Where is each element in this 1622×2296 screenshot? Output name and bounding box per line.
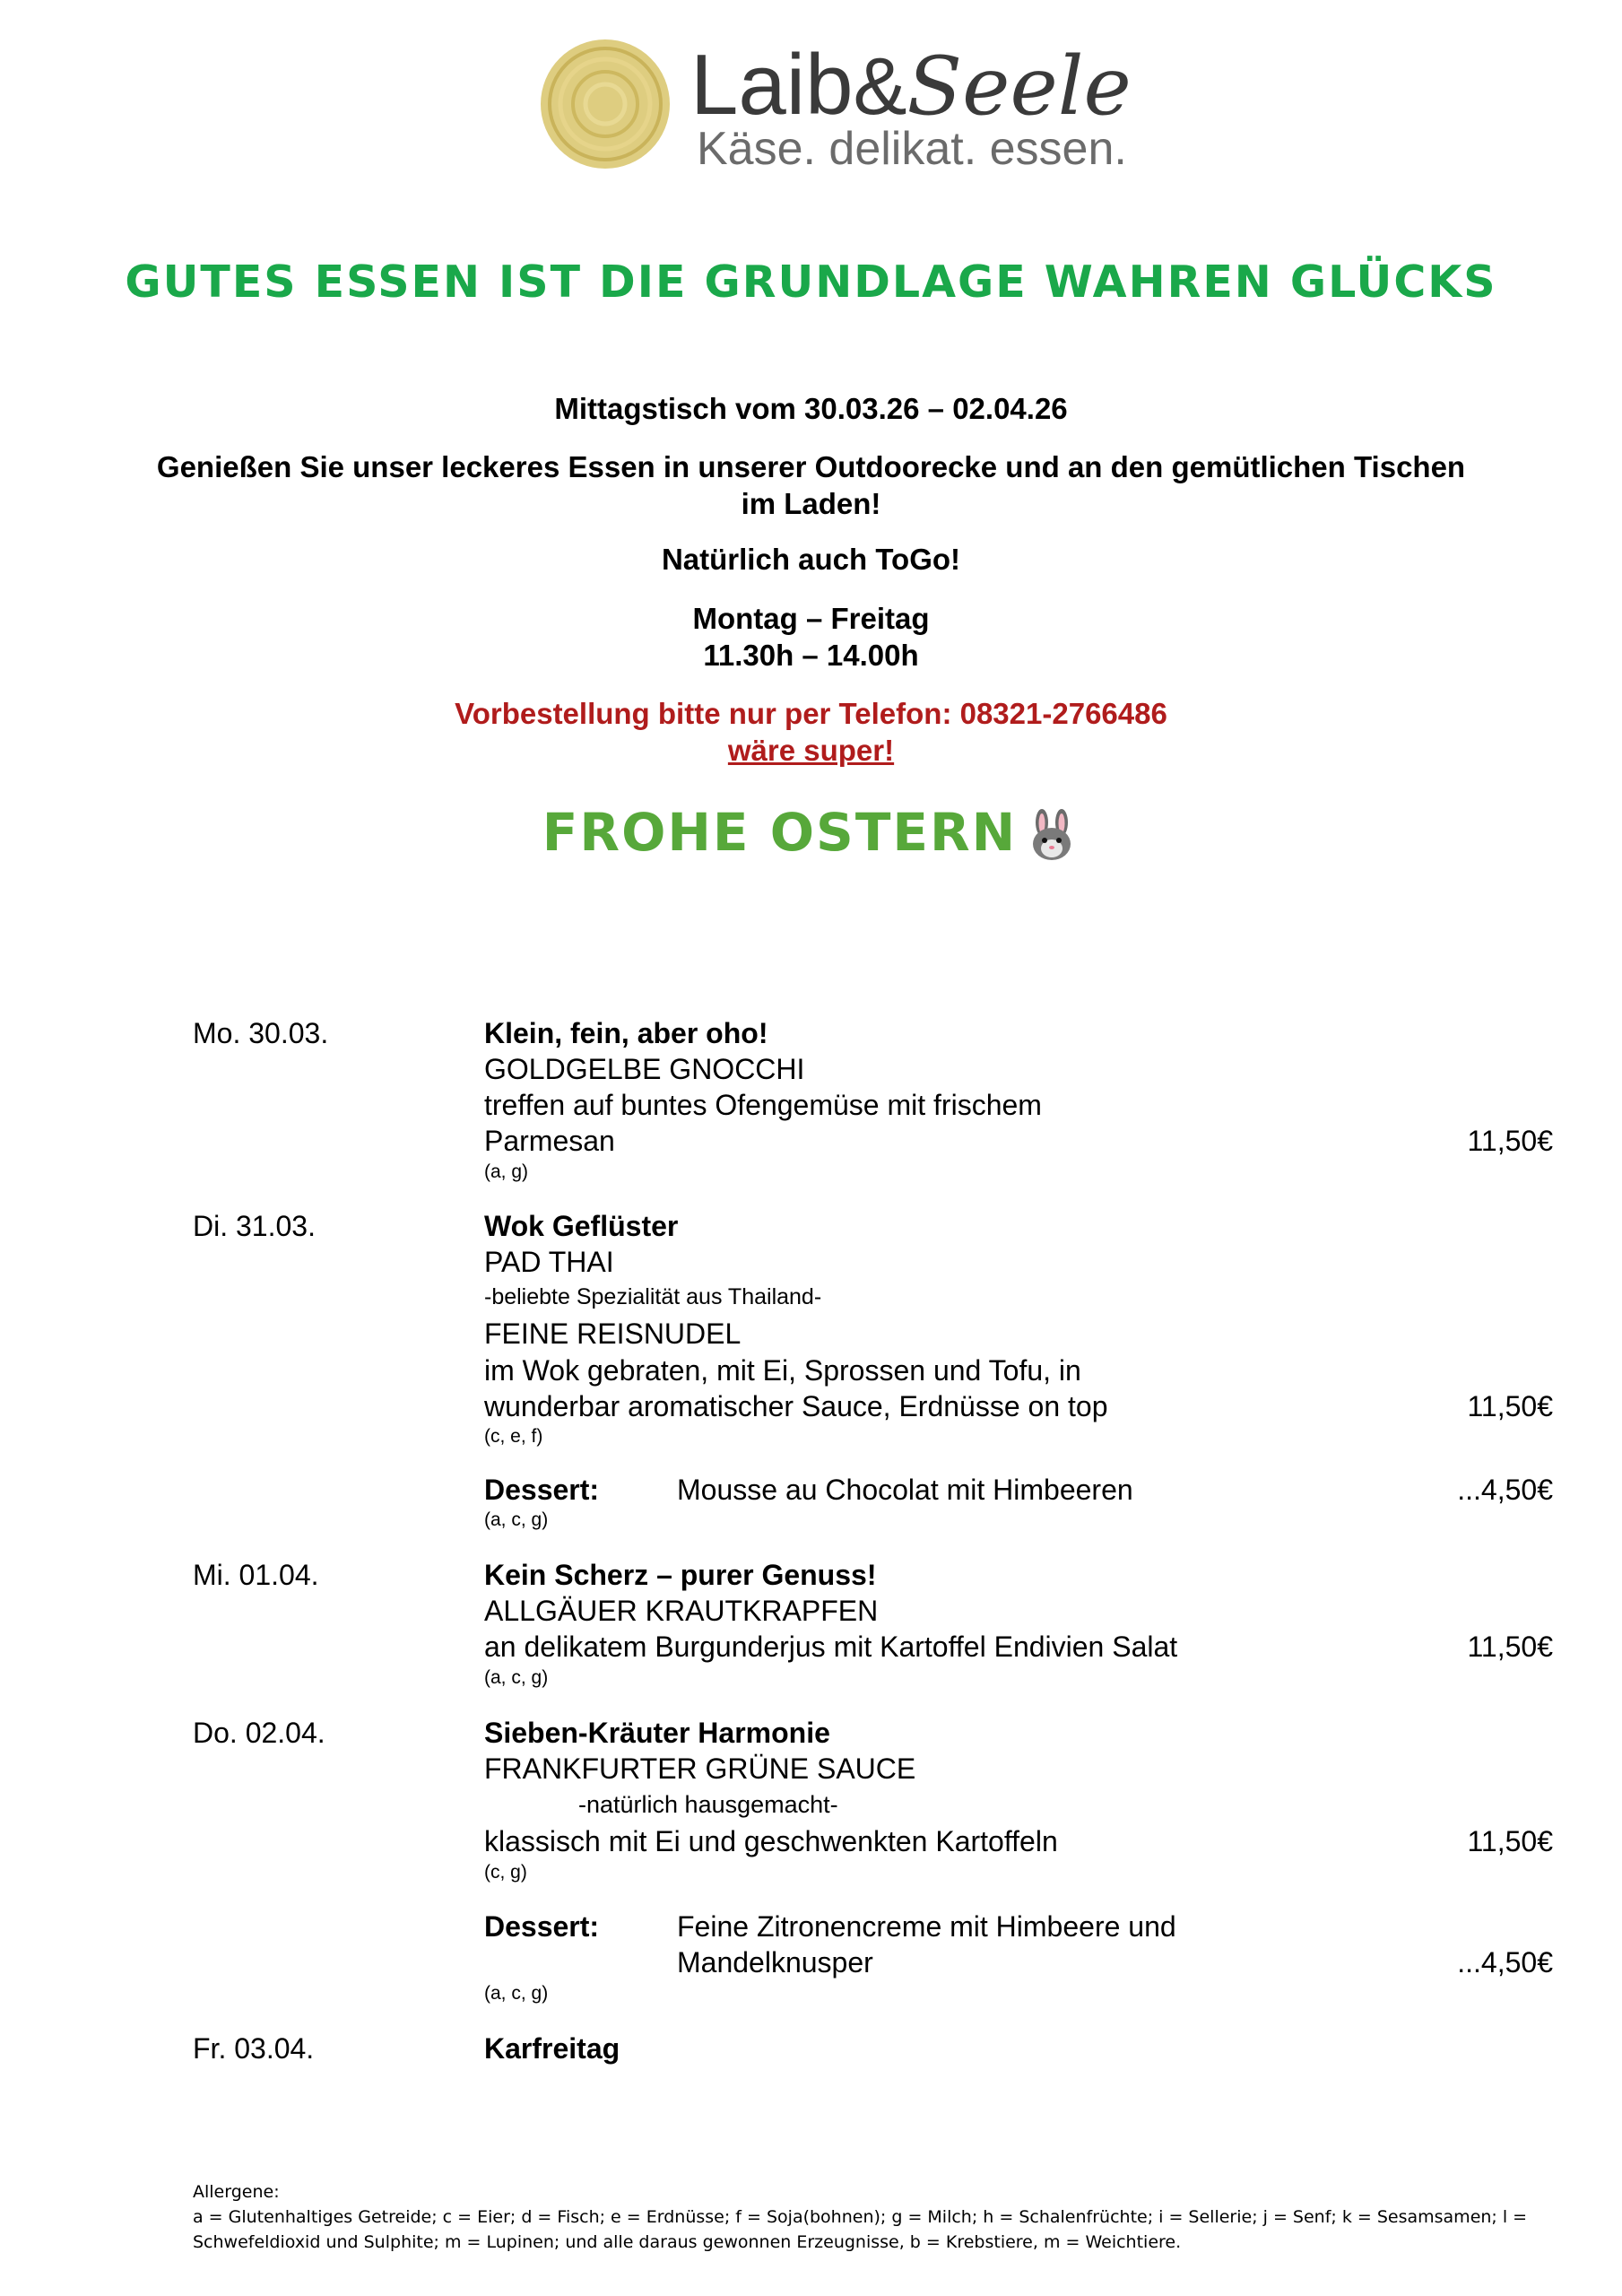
tuesday-dish-2: FEINE REISNUDEL (484, 1318, 742, 1350)
tuesday-dessert-allergens: (a, c, g) (484, 1509, 549, 1530)
thursday-note: -natürlich hausgemacht- (578, 1791, 838, 1818)
wednesday-title: Kein Scherz – purer Genuss! (484, 1559, 877, 1591)
tuesday-price: 11,50€ (1467, 1390, 1553, 1422)
tuesday-dish: PAD THAI (484, 1246, 614, 1278)
monday-desc-1: treffen auf buntes Ofengemüse mit frischem (484, 1089, 1042, 1121)
easter-greeting: FROHE OSTERN (0, 800, 1622, 865)
enjoy-line-1: Genießen Sie unser leckeres Essen in unserer Outdoorecke und an den gemütlichen Tischen (156, 450, 1466, 483)
monday-desc-2: Parmesan (484, 1125, 615, 1157)
day-monday: Mo. 30.03. (193, 1017, 329, 1049)
tuesday-allergens: (c, e, f) (484, 1426, 543, 1447)
thursday-desc-1: klassisch mit Ei und geschwenkten Kartoffeln (484, 1825, 1058, 1857)
tuesday-subtitle: -beliebte Spezialität aus Thailand- (484, 1284, 822, 1309)
logo-brand: Laib&Seele (690, 37, 1132, 134)
logo-sun-circle-icon (533, 32, 677, 176)
friday-title: Karfreitag (484, 2032, 620, 2065)
opening-days: Montag – Freitag (692, 602, 930, 635)
wednesday-dish: ALLGÄUER KRAUTKRAPFEN (484, 1595, 879, 1627)
thursday-dessert-2: Mandelknusper (677, 1946, 873, 1979)
allergen-legend (193, 2179, 1538, 2255)
monday-dish: GOLDGELBE GNOCCHI (484, 1053, 805, 1085)
day-thursday: Do. 02.04. (193, 1717, 325, 1749)
thursday-dessert-1: Feine Zitronencreme mit Himbeere und (677, 1910, 1176, 1943)
thursday-dessert-price: ...4,50€ (1457, 1946, 1553, 1979)
allergen-line-2: Schwefeldioxid und Sulphite; m = Lupinen; und alle daraus gewonnen Erzeugnisse, b = Krebstiere, m = Weichtiere. (193, 2232, 1182, 2252)
opening-hours: 11.30h – 14.00h (703, 639, 919, 672)
allergen-line-1: a = Glutenhaltiges Getreide; c = Eier; d = Fisch; e = Erdnüsse; f = Soja(bohnen); g = Milch; h = Schalenfrüchte; i = Sellerie; j = Senf; k = Sesamsamen; l = (193, 2207, 1528, 2227)
logo-tagline: Käse. delikat. essen. (697, 123, 1127, 175)
day-wednesday: Mi. 01.04. (193, 1559, 319, 1591)
thursday-dessert-allergens: (a, c, g) (484, 1983, 549, 2004)
thursday-dish: FRANKFURTER GRÜNE SAUCE (484, 1752, 916, 1785)
day-tuesday: Di. 31.03. (193, 1210, 316, 1242)
monday-price: 11,50€ (1467, 1125, 1553, 1157)
tuesday-desc-1: im Wok gebraten, mit Ei, Sprossen und Tofu, in (484, 1354, 1081, 1387)
thursday-title: Sieben-Kräuter Harmonie (484, 1717, 830, 1749)
wednesday-desc-1: an delikatem Burgunderjus mit Kartoffel Endivien Salat (484, 1631, 1178, 1663)
monday-allergens: (a, g) (484, 1161, 529, 1182)
thursday-allergens: (c, g) (484, 1862, 527, 1883)
rabbit-face-icon (1024, 808, 1080, 864)
thursday-dessert-label: Dessert: (484, 1910, 600, 1943)
preorder-note: wäre super! (727, 734, 895, 767)
wednesday-price: 11,50€ (1467, 1631, 1553, 1663)
tuesday-dessert-price: ...4,50€ (1457, 1474, 1553, 1506)
togo-line: Natürlich auch ToGo! (661, 543, 961, 576)
slogan-heading: GUTES ESSEN IST DIE GRUNDLAGE WAHREN GLÜCKS (125, 257, 1497, 308)
day-friday: Fr. 03.04. (193, 2032, 315, 2065)
wednesday-allergens: (a, c, g) (484, 1667, 549, 1688)
preorder-phone: Vorbestellung bitte nur per Telefon: 08321-2766486 (455, 697, 1167, 730)
allergen-heading: Allergene: (193, 2182, 280, 2202)
tuesday-dessert-label: Dessert: (484, 1474, 600, 1506)
tuesday-desc-2: wunderbar aromatischer Sauce, Erdnüsse on top (484, 1390, 1108, 1422)
period-line: Mittagstisch vom 30.03.26 – 02.04.26 (554, 392, 1068, 425)
enjoy-line-2: im Laden! (741, 487, 881, 520)
monday-title: Klein, fein, aber oho! (484, 1017, 768, 1049)
logo (533, 32, 1132, 176)
tuesday-dessert: Mousse au Chocolat mit Himbeeren (677, 1474, 1133, 1506)
tuesday-title: Wok Geflüster (484, 1210, 679, 1242)
thursday-price: 11,50€ (1467, 1825, 1553, 1857)
